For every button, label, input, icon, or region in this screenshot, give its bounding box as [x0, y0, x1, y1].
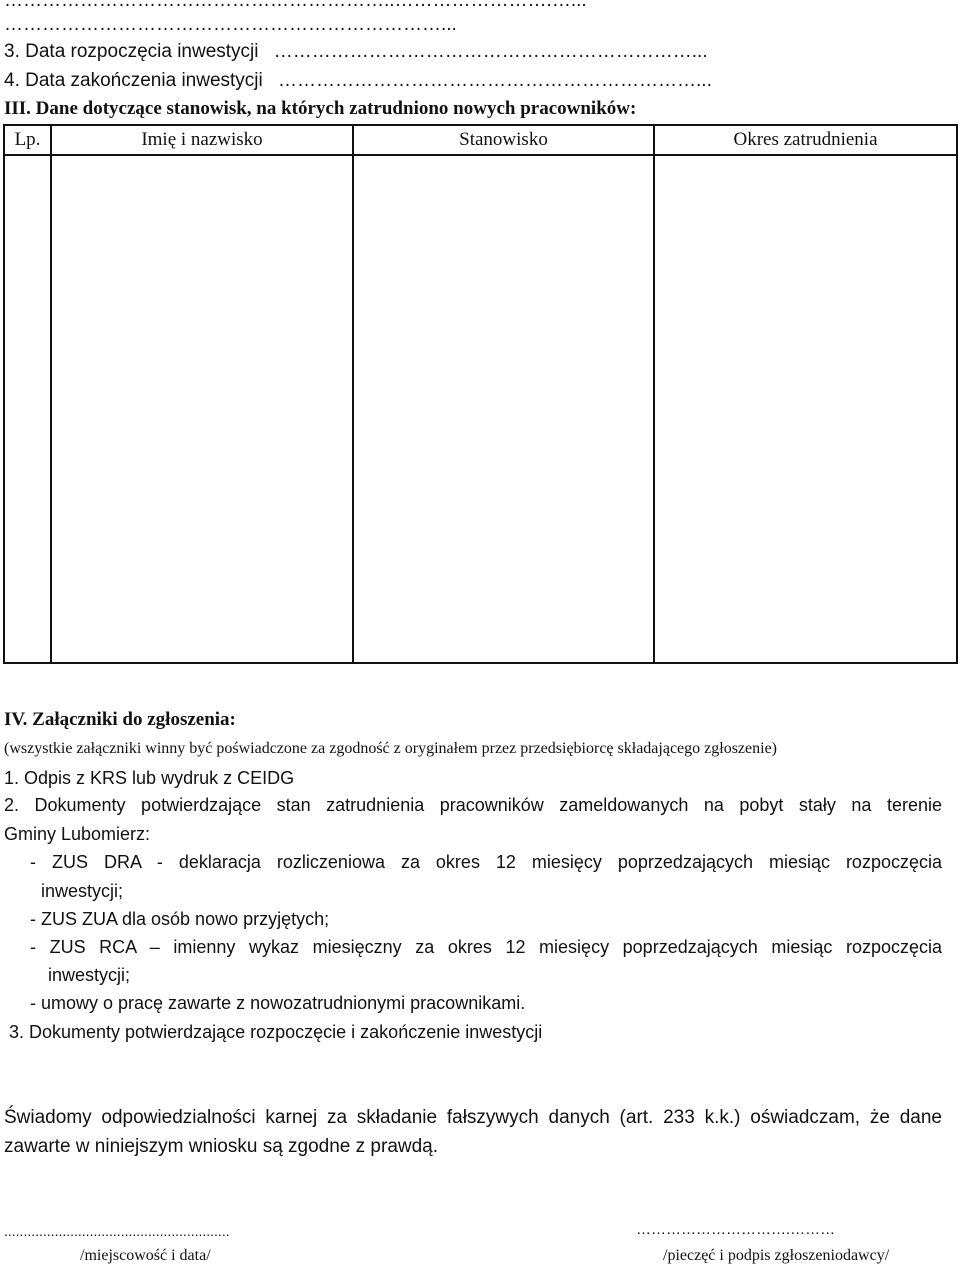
- place-date-label: /miejscowość i data/: [80, 1247, 211, 1264]
- zus-rca-bullet-line-1: - ZUS RCA – imienny wykaz miesięczny za okres 12 miesięcy poprzedzających miesiąc rozpoczęcia: [30, 937, 942, 957]
- column-header-position: Stanowisko: [353, 125, 654, 155]
- zus-dra-bullet-line-1: - ZUS DRA - deklaracja rozliczeniowa za okres 12 miesięcy poprzedzających miesiąc rozpoczęcia: [30, 852, 942, 872]
- stamp-signature-line[interactable]: ………………………….………: [636, 1221, 836, 1238]
- column-header-name: Imię i nazwisko: [51, 125, 353, 155]
- declaration-line-2: zawarte w niniejszym wniosku są zgodne z prawdą.: [4, 1136, 439, 1157]
- zus-dra-bullet-line-2: inwestycji;: [41, 881, 124, 901]
- zus-zua-bullet: - ZUS ZUA dla osób nowo przyjętych;: [30, 909, 330, 929]
- investment-end-date-value[interactable]: …………………………………………………………...: [278, 70, 712, 91]
- stamp-signature-label: /pieczęć i podpis zgłoszeniodawcy/: [663, 1247, 890, 1264]
- declaration-line-1: Świadomy odpowiedzialności karnej za składanie fałszywych danych (art. 233 k.k.) oświadczam, że dane: [4, 1107, 942, 1128]
- dotted-line-2: ……………………………………………………………...: [4, 14, 457, 35]
- investment-start-date-value[interactable]: …………………………………………………………...: [273, 41, 708, 62]
- table-header-row: [4, 125, 957, 155]
- column-header-period: Okres zatrudnienia: [654, 125, 957, 155]
- column-header-lp: Lp.: [4, 125, 51, 155]
- employee-table: [3, 124, 958, 664]
- attachment-item-2-line-2: Gminy Lubomierz:: [4, 824, 151, 844]
- section-3-title: III. Dane dotyczące stanowisk, na których zatrudniono nowych pracowników:: [4, 98, 637, 119]
- investment-start-date-label: 3. Data rozpoczęcia inwestycji: [4, 41, 259, 62]
- table-cell-lp[interactable]: [4, 155, 51, 663]
- attachment-item-2-line-1: 2. Dokumenty potwierdzające stan zatrudnienia pracowników zameldowanych na pobyt stały na terenie: [4, 795, 942, 815]
- attachments-note: (wszystkie załączniki winny być poświadczone za zgodność z oryginałem przez przedsiębiorcę składającego zgłoszenie): [4, 740, 777, 757]
- investment-end-date-label: 4. Data zakończenia inwestycji: [4, 70, 263, 91]
- section-4-title: IV. Załączniki do zgłoszenia:: [4, 709, 236, 730]
- table-cell-name[interactable]: [51, 155, 353, 663]
- employment-contracts-bullet: - umowy o pracę zawarte z nowozatrudnionymi pracownikami.: [30, 993, 526, 1013]
- table-cell-position[interactable]: [353, 155, 654, 663]
- investment-end-date-field: [4, 70, 712, 92]
- table-cell-period[interactable]: [654, 155, 957, 663]
- investment-start-date-field: [4, 41, 708, 63]
- zus-rca-bullet-line-2: inwestycji;: [48, 965, 131, 985]
- place-date-signature-line[interactable]: ..........................................................: [4, 1223, 230, 1239]
- table-row: [4, 155, 957, 663]
- attachment-item-1: 1. Odpis z KRS lub wydruk z CEIDG: [4, 768, 295, 788]
- dotted-line-1: ……………………………………………………..…………………….…...: [4, 0, 587, 11]
- attachment-item-3: 3. Dokumenty potwierdzające rozpoczęcie i zakończenie inwestycji: [9, 1022, 543, 1042]
